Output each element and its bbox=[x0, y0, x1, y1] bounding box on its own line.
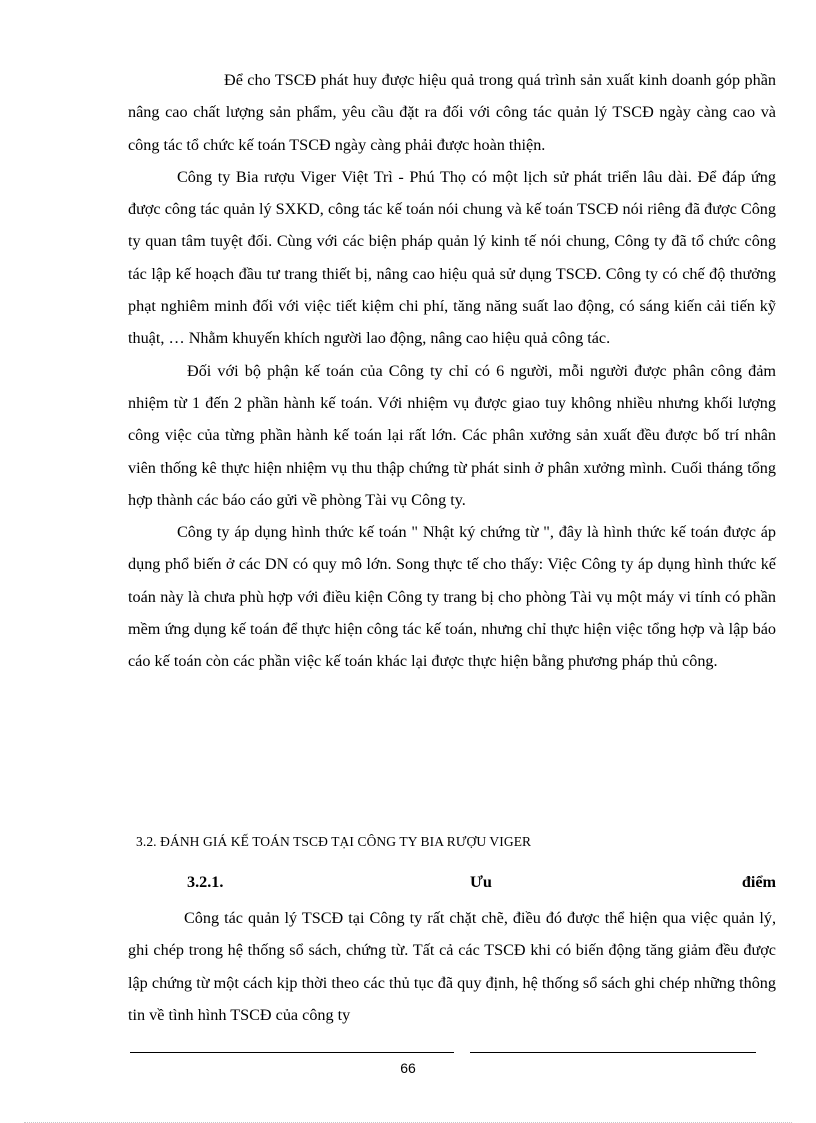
paragraph-2: Công ty Bia rượu Viger Việt Trì - Phú Thọ có một lịch sử phát triển lâu dài. Để đáp ứng được công tác quản lý SXKD, công tác kế toán nói chung và kế toán TSCĐ nói riêng đã được Công ty quan tâm tuyệt đối. Cùng với các biện pháp quản lý kinh tế nói chung, Công ty đã tổ chức công tác lập kế hoạch đầu tư trang thiết bị, nâng cao hiệu quả sử dụng TSCĐ. Công ty có chế độ thưởng phạt nghiêm minh đối với việc tiết kiệm chi phí, tăng năng suất lao động, có sáng kiến cải tiến kỹ thuật, … Nhằm khuyến khích người lao động, nâng cao hiệu quả công tác. bbox=[128, 167, 776, 348]
footer-rule-right bbox=[470, 1052, 756, 1053]
subheading-word-1: Ưu bbox=[470, 873, 492, 891]
body-text-2 bbox=[128, 902, 776, 1031]
subheading-word-2: điểm bbox=[741, 873, 776, 891]
section-title: 3.2. ĐÁNH GIÁ KẾ TOÁN TSCĐ TẠI CÔNG TY BIA RƯỢU VIGER bbox=[136, 834, 532, 849]
paragraph-1: Để cho TSCĐ phát huy được hiệu quả trong quá trình sản xuất kinh doanh góp phần nâng cao chất lượng sản phẩm, yêu cầu đặt ra đối với công tác quản lý TSCĐ ngày càng cao và công tác tổ chức kế toán TSCĐ ngày càng phải được hoàn thiện. bbox=[128, 71, 776, 154]
body-text bbox=[128, 64, 776, 678]
paragraph-5: Công tác quản lý TSCĐ tại Công ty rất chặt chẽ, điều đó được thể hiện qua việc quản lý, ghi chép trong hệ thống sổ sách, chứng từ. Tất cả các TSCĐ khi có biến động tăng giảm đều được lập chứng từ một cách kịp thời theo các thủ tục đã quy định, hệ thống sổ sách ghi chép những thông tin về tình hình TSCĐ của công ty bbox=[128, 909, 776, 1024]
footer-rule-left bbox=[130, 1052, 454, 1053]
paragraph-4: Công ty áp dụng hình thức kế toán " Nhật ký chứng từ ", đây là hình thức kế toán được áp dụng phổ biến ở các DN có quy mô lớn. Song thực tế cho thấy: Việc Công ty áp dụng hình thức kế toán này là chưa phù hợp với điều kiện Công ty trang bị cho phòng Tài vụ một máy vi tính có phần mềm ứng dụng kế toán để thực hiện công tác kế toán, nhưng chỉ thực hiện việc tổng hợp và lập báo cáo kế toán còn các phần việc kế toán khác lại được thực hiện bằng phương pháp thủ công. bbox=[128, 523, 776, 671]
paragraph-3: Đối với bộ phận kế toán của Công ty chỉ có 6 người, mỗi người được phân công đảm nhiệm từ 1 đến 2 phần hành kế toán. Với nhiệm vụ được giao tuy không nhiều nhưng khối lượng công việc của từng phần hành kế toán lại rất lớn. Các phân xưởng sản xuất đều được bố trí nhân viên thống kê thực hiện nhiệm vụ thu thập chứng từ phát sinh ở phân xưởng mình. Cuối tháng tổng hợp thành các báo cáo gửi về phòng Tài vụ Công ty. bbox=[128, 361, 776, 509]
page-number: 66 bbox=[400, 1060, 416, 1076]
subheading-number: 3.2.1. bbox=[187, 873, 224, 891]
